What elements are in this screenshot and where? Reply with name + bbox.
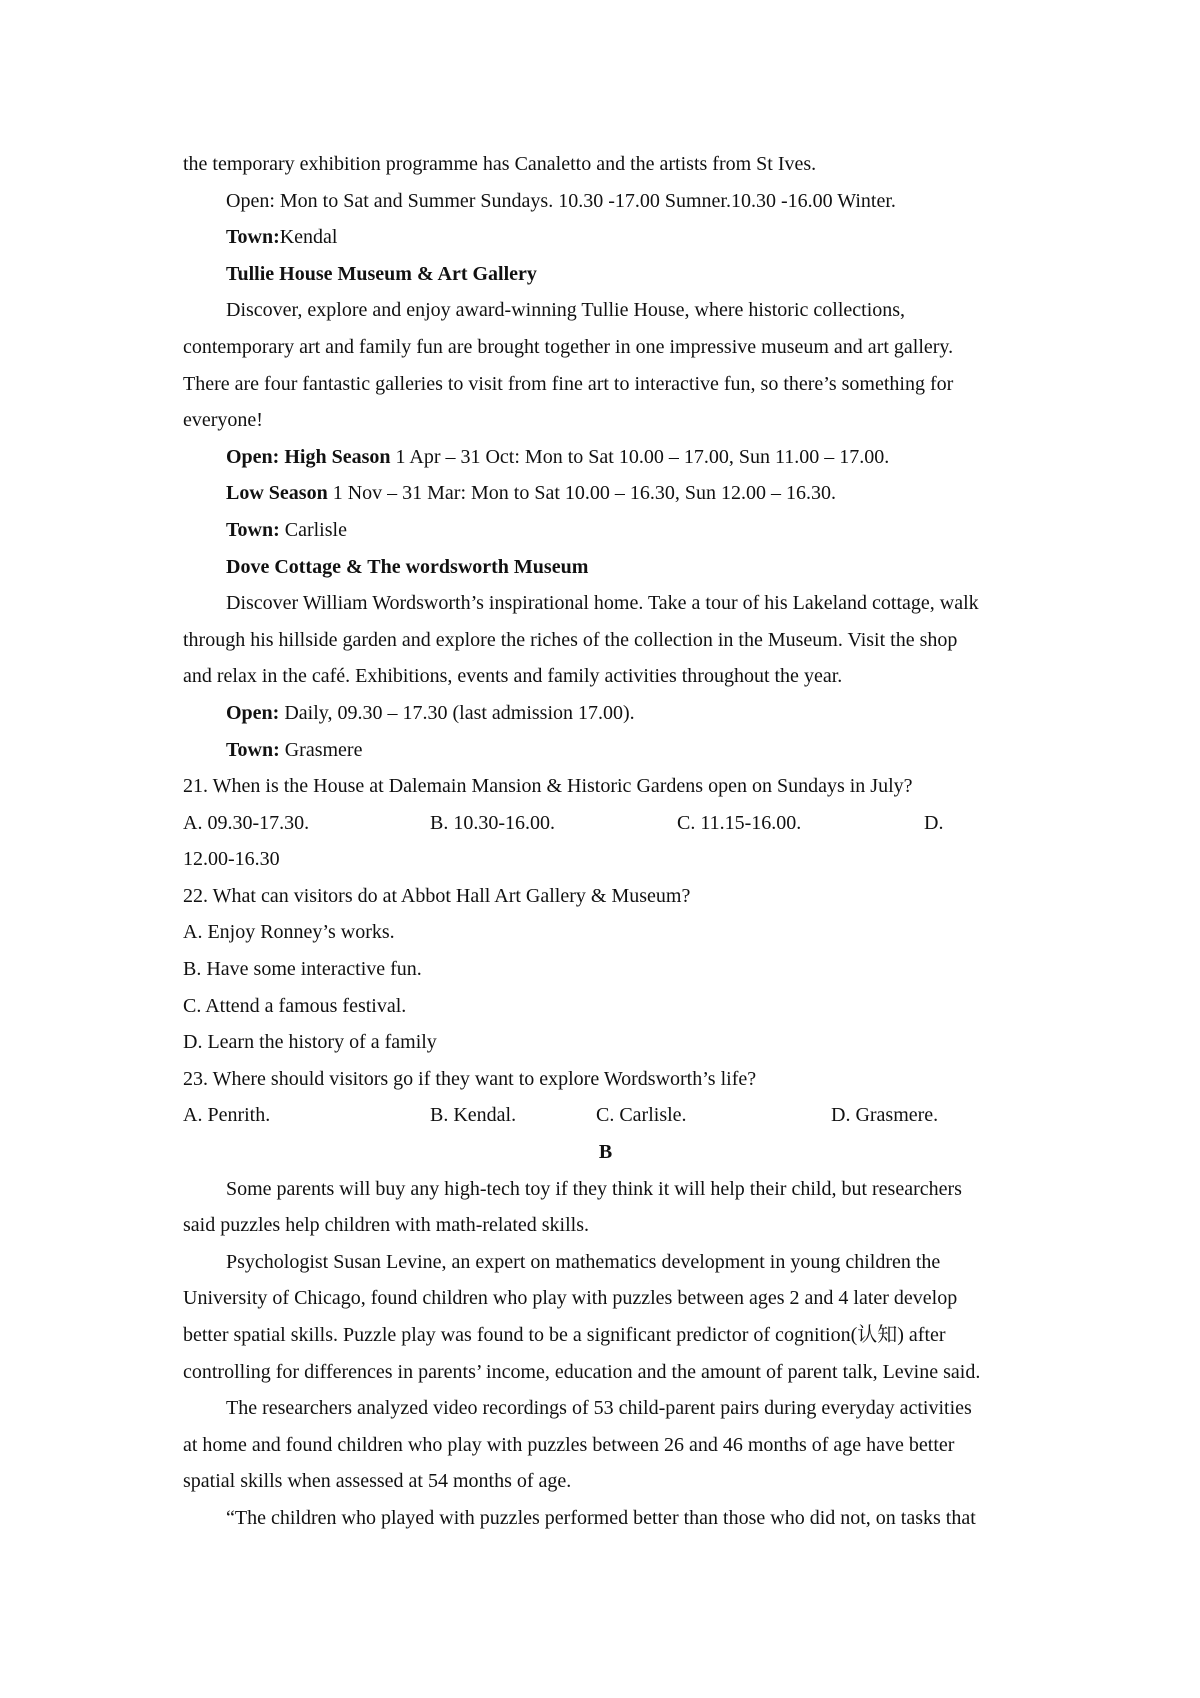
town-value: Carlisle <box>279 518 347 541</box>
town-label: Town: <box>226 738 280 761</box>
tullie-paragraph-line: contemporary art and family fun are brought together in one impressive museum and art gallery. <box>183 335 954 358</box>
question-23-stem: 23. Where should visitors go if they want to explore Wordsworth’s life? <box>183 1067 757 1090</box>
option-b: B. 10.30-16.00. <box>430 811 555 834</box>
tullie-paragraph-line: There are four fantastic galleries to visit from fine art to interactive fun, so there’s something for <box>183 372 954 395</box>
high-season-label: Open: High Season <box>226 445 391 468</box>
passage-b-line: Psychologist Susan Levine, an expert on mathematics development in young children the <box>226 1250 941 1273</box>
tullie-low-season <box>183 475 1028 512</box>
option-a: A. Enjoy Ronney’s works. <box>183 921 395 944</box>
dove-town <box>183 732 1028 769</box>
tullie-paragraph-line: Discover, explore and enjoy award-winning Tullie House, where historic collections, <box>226 299 906 322</box>
dove-paragraph-line: Discover William Wordsworth’s inspirational home. Take a tour of his Lakeland cottage, walk <box>226 592 979 615</box>
option-a: A. 09.30-17.30. <box>183 811 310 834</box>
option-b: B. Have some interactive fun. <box>183 958 422 981</box>
passage-b-line: spatial skills when assessed at 54 months of age. <box>183 1470 572 1493</box>
question-21-options <box>183 805 1028 842</box>
passage-b-line: The researchers analyzed video recordings of 53 child-parent pairs during everyday activities <box>226 1397 972 1420</box>
option-d: D. Grasmere. <box>831 1104 939 1127</box>
dove-title: Dove Cottage & The wordsworth Museum <box>226 555 589 578</box>
option-a: A. Penrith. <box>183 1104 271 1127</box>
low-season-label: Low Season <box>226 482 328 505</box>
dove-paragraph-line: through his hillside garden and explore the riches of the collection in the Museum. Visit the shop <box>183 628 958 651</box>
tullie-town <box>183 512 1028 549</box>
low-season-hours: 1 Nov – 31 Mar: Mon to Sat 10.00 – 16.30, Sun 12.00 – 16.30. <box>327 482 837 505</box>
option-b: B. Kendal. <box>430 1104 517 1127</box>
passage-b-line: said puzzles help children with math-related skills. <box>183 1214 589 1237</box>
option-c: C. Attend a famous festival. <box>183 994 407 1017</box>
passage-b-line: “The children who played with puzzles performed better than those who did not, on tasks that <box>226 1506 976 1529</box>
dove-paragraph-line: and relax in the café. Exhibitions, events and family activities throughout the year. <box>183 665 843 688</box>
option-c: C. Carlisle. <box>596 1104 687 1127</box>
passage-b-line: better spatial skills. Puzzle play was found to be a significant predictor of cognition(认知) after <box>183 1324 946 1346</box>
town-label: Town: <box>226 226 280 249</box>
option-c: C. 11.15-16.00. <box>677 811 802 834</box>
town-value: Grasmere <box>279 738 363 761</box>
previous-section-tail: the temporary exhibition programme has Canaletto and the artists from St Ives. <box>183 153 817 175</box>
open-label: Open: <box>226 701 280 724</box>
town-label: Town: <box>226 518 280 541</box>
previous-open-hours: Open: Mon to Sat and Summer Sundays. 10.30 -17.00 Sumner.10.30 -16.00 Winter. <box>226 189 896 212</box>
dove-open-hours <box>183 695 1028 732</box>
page-content <box>183 146 1028 1537</box>
open-hours: Daily, 09.30 – 17.30 (last admission 17.00). <box>279 701 635 724</box>
question-23-options <box>183 1097 1028 1134</box>
question-21-stem: 21. When is the House at Dalemain Mansion & Historic Gardens open on Sundays in July? <box>183 775 913 798</box>
previous-town <box>183 219 1028 256</box>
tullie-title: Tullie House Museum & Art Gallery <box>226 262 537 285</box>
option-d-continued: 12.00-16.30 <box>183 848 280 871</box>
tullie-paragraph-line: everyone! <box>183 409 263 432</box>
town-value: Kendal <box>279 226 338 249</box>
tullie-high-season <box>183 439 1028 476</box>
section-b-heading: B <box>598 1141 613 1164</box>
high-season-hours: 1 Apr – 31 Oct: Mon to Sat 10.00 – 17.00, Sun 11.00 – 17.00. <box>390 445 890 468</box>
passage-b-line: Some parents will buy any high-tech toy if they think it will help their child, but researchers <box>226 1177 962 1200</box>
question-22-stem: 22. What can visitors do at Abbot Hall Art Gallery & Museum? <box>183 884 691 907</box>
option-d: D. <box>924 811 944 834</box>
option-d: D. Learn the history of a family <box>183 1031 437 1054</box>
passage-b-line: University of Chicago, found children who play with puzzles between ages 2 and 4 later develop <box>183 1287 958 1310</box>
passage-b-line: at home and found children who play with puzzles between 26 and 46 months of age have better <box>183 1433 955 1456</box>
passage-b-line: controlling for differences in parents’ income, education and the amount of parent talk, Levine said. <box>183 1360 981 1383</box>
